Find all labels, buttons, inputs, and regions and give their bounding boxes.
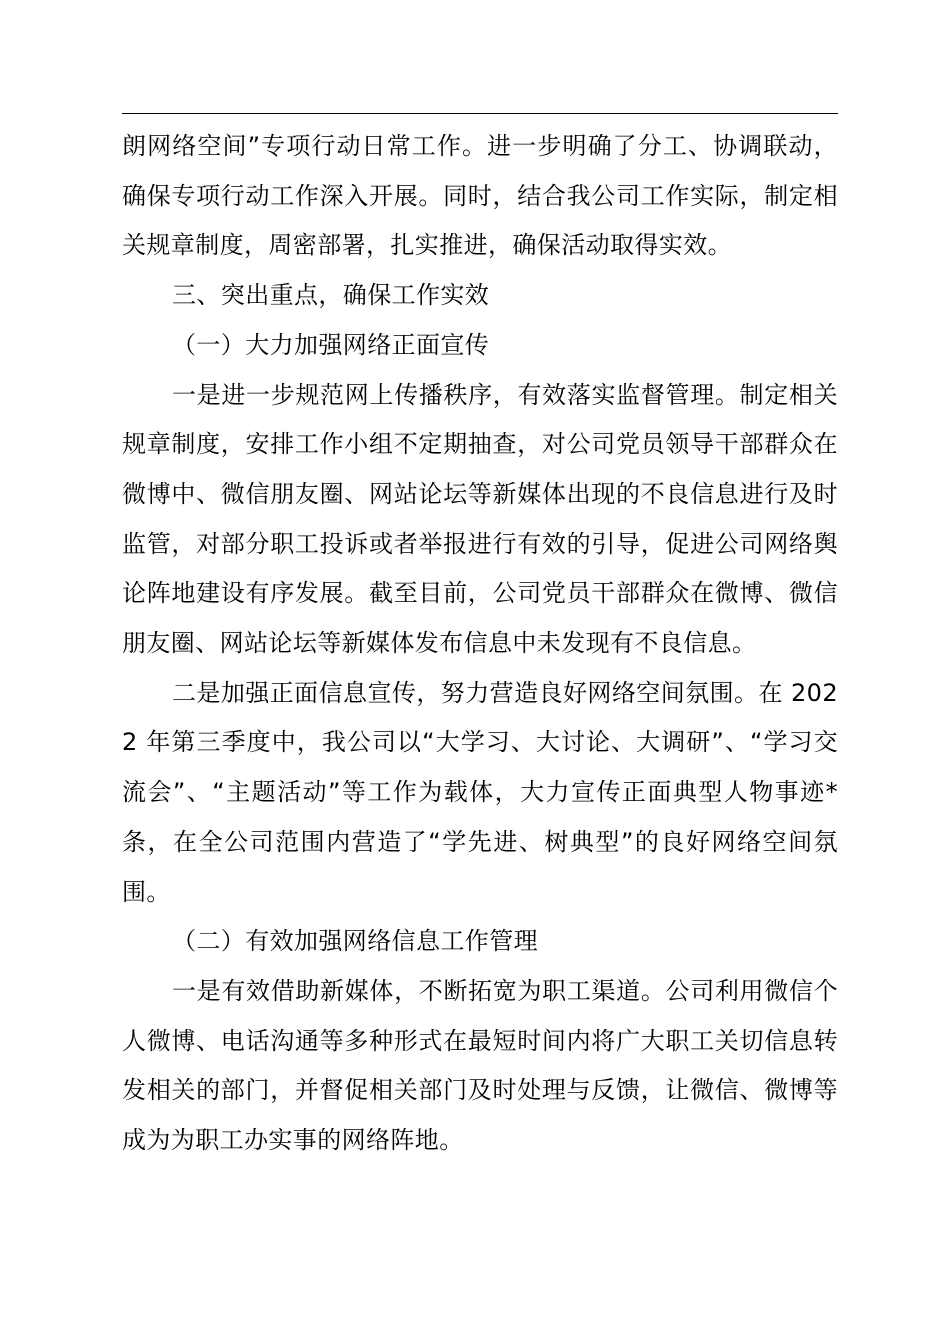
paragraph-new-media: 一是有效借助新媒体，不断拓宽为职工渠道。公司利用微信个人微博、电话沟通等多种形式在最短时间内将广大职工关切信息转发相关的部门，并督促相关部门及时处理与反馈，让微信、微博等成为为职工办实事的网络阵地。 <box>122 976 838 1155</box>
subsection-heading-2: （二）有效加强网络信息工作管理 <box>172 927 538 956</box>
paragraph-continuation: 朗网络空间”专项行动日常工作。进一步明确了分工、协调联动，确保专项行动工作深入开展。同时，结合我公司工作实际，制定相关规章制度，周密部署，扎实推进，确保活动取得实效。 <box>122 132 838 260</box>
section-heading: 三、突出重点，确保工作实效 <box>172 281 490 310</box>
header-rule <box>122 113 838 114</box>
paragraph-regulate-order: 一是进一步规范网上传播秩序，有效落实监督管理。制定相关规章制度，安排工作小组不定期抽查，对公司党员领导干部群众在微博中、微信朋友圈、网站论坛等新媒体出现的不良信息进行及时监管，对部分职工投诉或者举报进行有效的引导，促进公司网络舆论阵地建设有序发展。截至目前，公司党员干部群众在微博、微信朋友圈、网站论坛等新媒体发布信息中未发现有不良信息。 <box>122 380 838 658</box>
subsection-heading-1: （一）大力加强网络正面宣传 <box>172 330 490 359</box>
paragraph-positive-publicity: 二是加强正面信息宣传，努力营造良好网络空间氛围。在 2022 年第三季度中，我公司以“大学习、大讨论、大调研”、“学习交流会”、“主题活动”等工作为载体，大力宣传正面典型人物事迹*条，在全公司范围内营造了“学先进、树典型”的良好网络空间氛围。 <box>122 678 838 906</box>
document-body <box>122 122 838 1166</box>
